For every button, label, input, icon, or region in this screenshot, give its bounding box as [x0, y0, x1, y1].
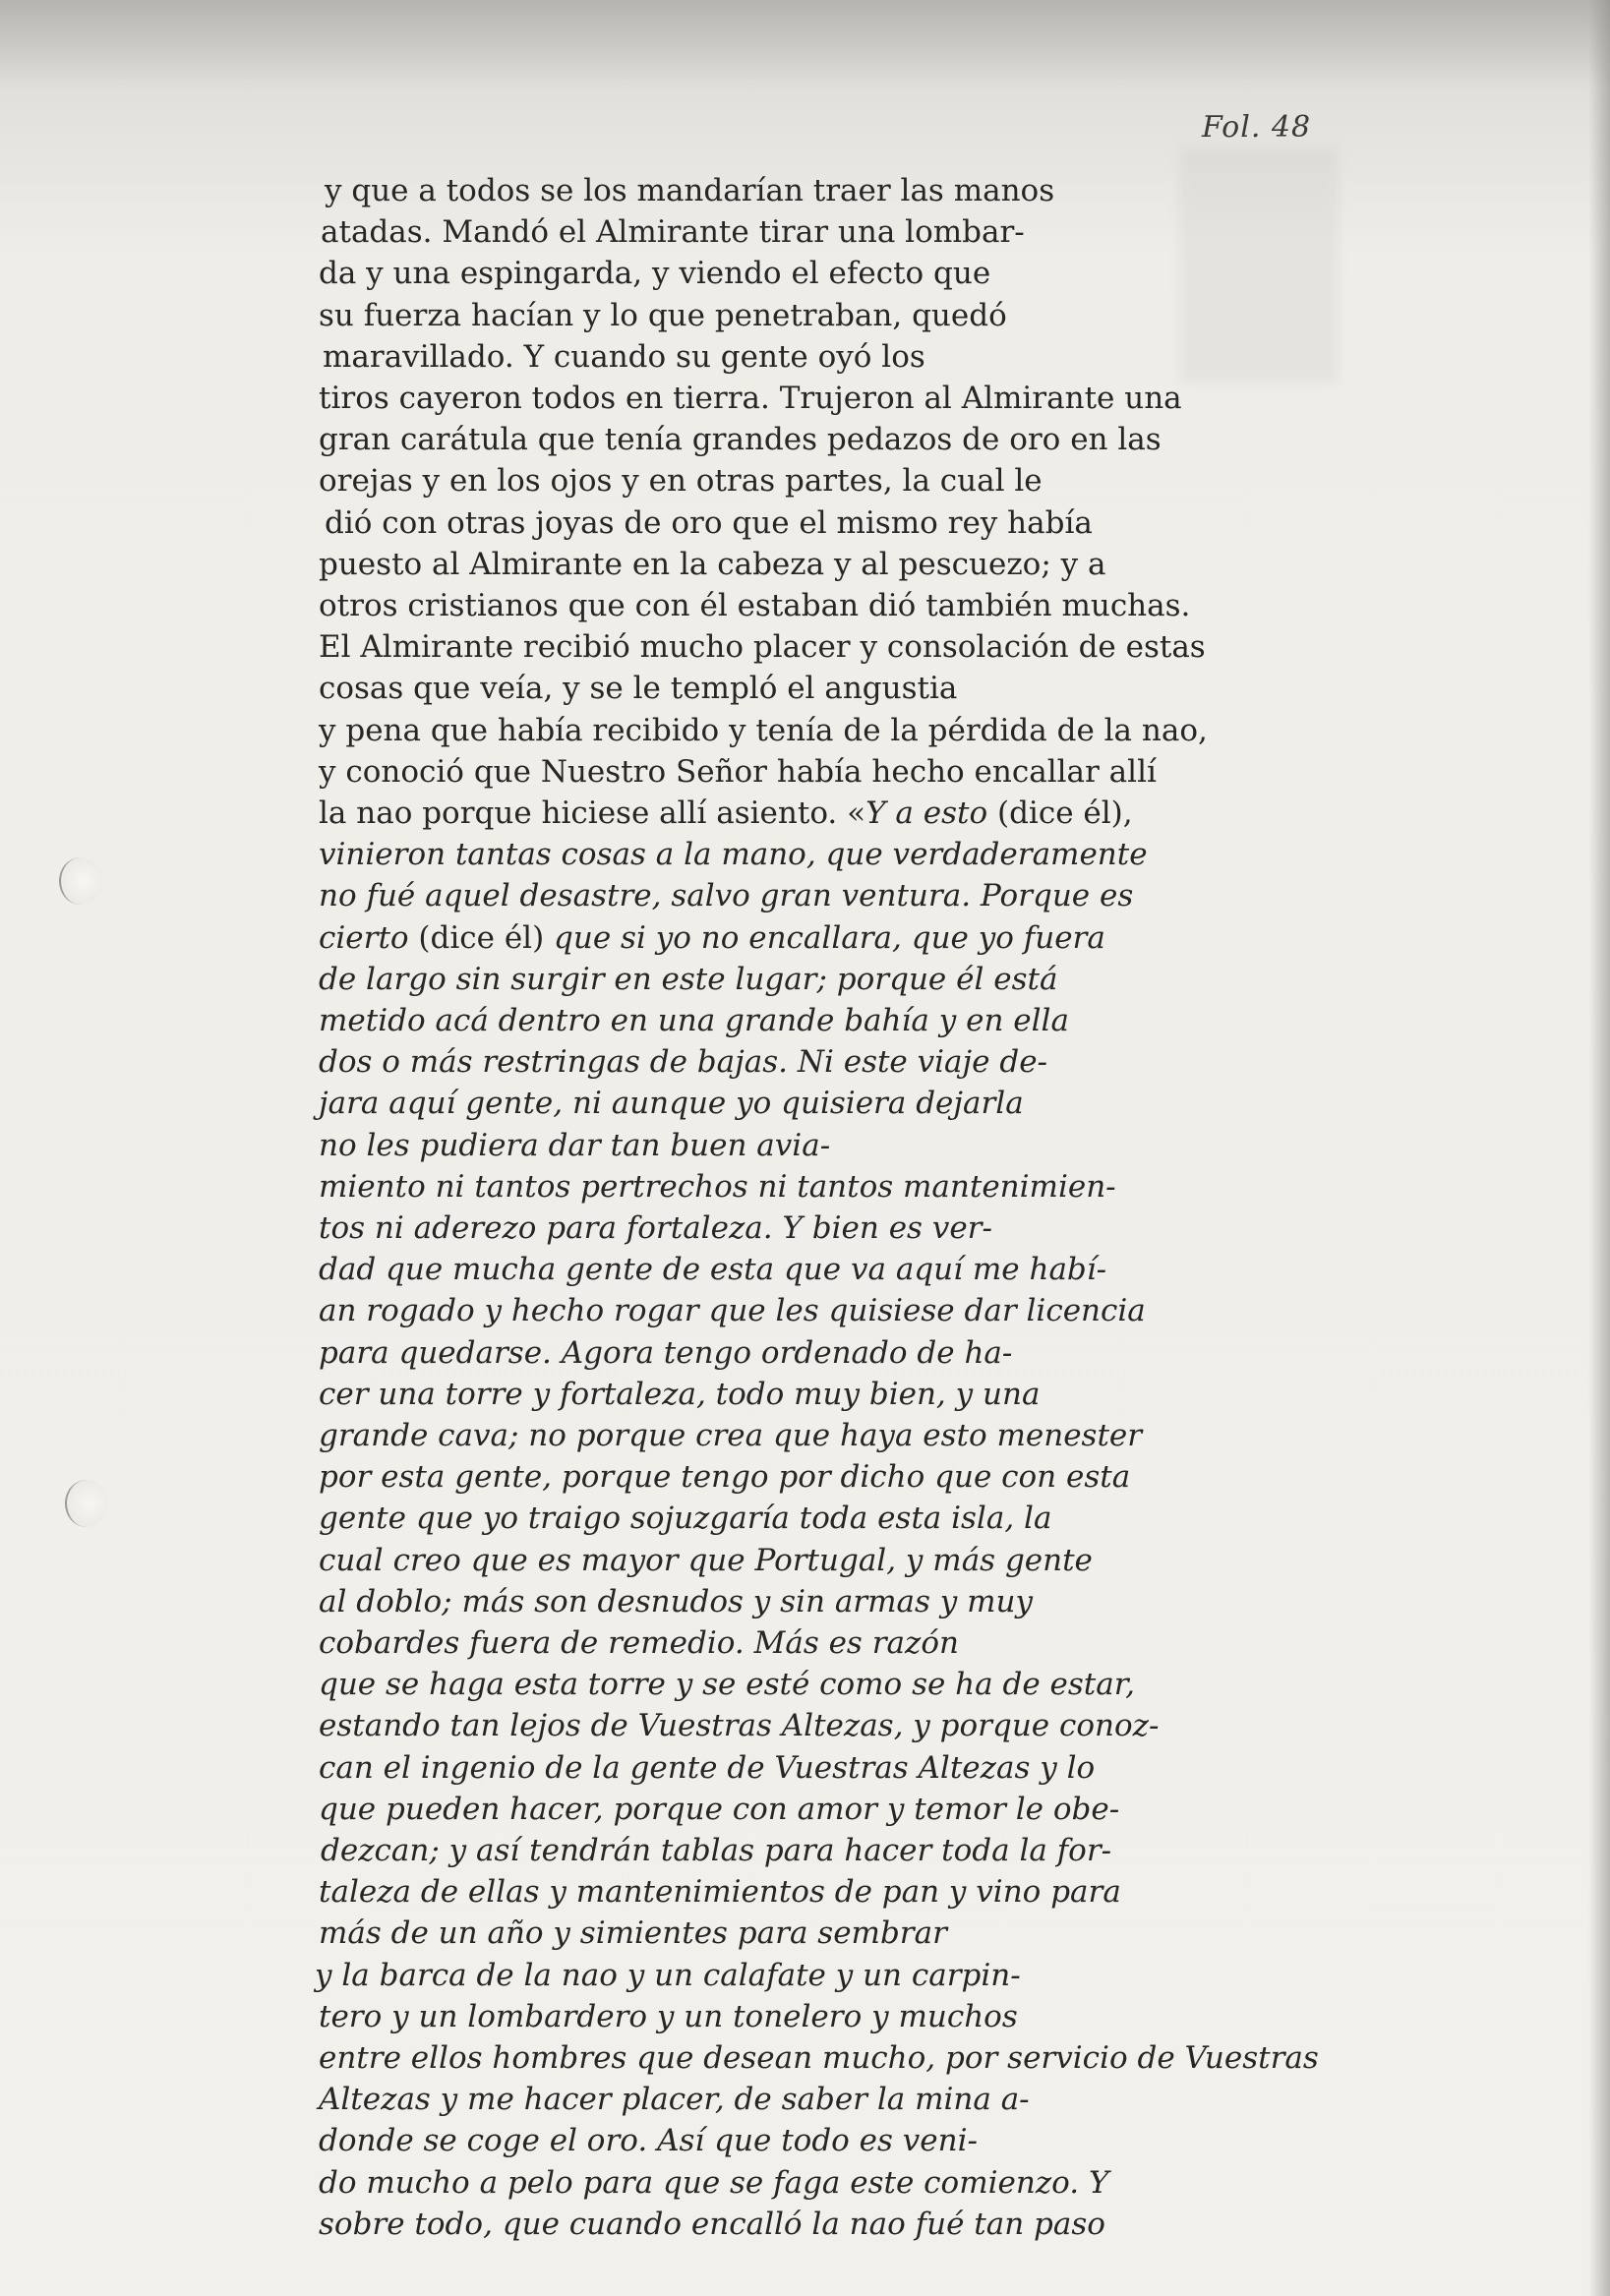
line-segment: la nao porque hiciese allí asiento. « [319, 795, 866, 831]
text-line: entre ellos hombres que desean mucho, por servicio de Vuestras [319, 2040, 1319, 2076]
text-line: cosas que veía, y se le templó el angustia [319, 671, 958, 707]
text-line: más de un año y simientes para sembrar [319, 1915, 947, 1952]
text-line: no fué aquel desastre, salvo gran ventura. Porque es [319, 878, 1134, 914]
text-line: por esta gente, porque tengo por dicho que con esta [319, 1459, 1131, 1496]
text-line: y pena que había recibido y tenía de la pérdida de la nao, [319, 712, 1208, 748]
text-line: maravillado. Y cuando su gente oyó los [323, 338, 925, 375]
text-line: dos o más restringas de bajas. Ni este viaje de- [319, 1044, 1048, 1081]
text-line [319, 795, 1133, 831]
text-line: an rogado y hecho rogar que les quisiese dar licencia [319, 1293, 1146, 1329]
text-line: dad que mucha gente de esta que va aquí me habí- [319, 1252, 1107, 1288]
text-line: al doblo; más son desnudos y sin armas y muy [319, 1583, 1034, 1619]
text-line: tero y un lombardero y un tonelero y muchos [319, 1998, 1018, 2034]
text-line [319, 920, 1105, 956]
text-line: dió con otras joyas de oro que el mismo rey había [325, 504, 1093, 541]
text-line: y que a todos se los mandarían traer las manos [325, 173, 1055, 208]
bleed-through [1180, 147, 1338, 383]
text-line: gran carátula que tenía grandes pedazos de oro en las [319, 422, 1162, 458]
text-line: su fuerza hacían y lo que penetraban, quedó [319, 297, 1007, 333]
line-segment: Y a esto [865, 795, 988, 831]
text-line: cer una torre y fortaleza, todo muy bien, y una [319, 1376, 1041, 1412]
text-line: metido acá dentro en una grande bahía y en ella [319, 1003, 1069, 1038]
text-line: jara aquí gente, ni aunque yo quisiera dejarla [319, 1086, 1024, 1122]
text-line: donde se coge el oro. Así que todo es veni- [319, 2123, 978, 2159]
text-line: tiros cayeron todos en tierra. Trujeron al Almirante una [319, 381, 1182, 416]
line-segment: (dice él) [408, 919, 555, 956]
text-line: dezcan; y así tendrán tablas para hacer toda la for- [321, 1833, 1112, 1868]
text-line: que pueden hacer, porque con amor y temor le obe- [319, 1791, 1120, 1827]
page-edge [1588, 0, 1610, 2296]
text-line: taleza de ellas y mantenimientos de pan y vino para [319, 1874, 1121, 1911]
text-line: do mucho a pelo para que se faga este comienzo. Y [319, 2164, 1109, 2201]
line-segment: cierto [319, 919, 409, 956]
line-segment: que si yo no encallara, que yo fuera [554, 919, 1105, 956]
text-line: Altezas y me hacer placer, de saber la mina a- [319, 2082, 1030, 2118]
text-line: tos ni aderezo para fortaleza. Y bien es ver- [319, 1210, 992, 1246]
text-line: y la barca de la nao y un calafate y un carpin- [315, 1957, 1021, 1993]
text-line: can el ingenio de la gente de Vuestras Altezas y lo [319, 1749, 1096, 1786]
text-line: gente que yo traigo sojuzgaría toda esta isla, la [319, 1501, 1052, 1537]
scan-shadow [0, 0, 1610, 88]
text-line: para quedarse. Agora tengo ordenado de ha- [319, 1334, 1013, 1371]
text-line: vinieron tantas cosas a la mano, que verdaderamente [319, 837, 1148, 873]
text-line: y conoció que Nuestro Señor había hecho encallar allí [319, 753, 1157, 790]
text-line: da y una espingarda, y viendo el efecto que [319, 256, 991, 292]
text-line: estando tan lejos de Vuestras Altezas, y porque conoz- [319, 1708, 1160, 1744]
text-line: no les pudiera dar tan buen avia- [319, 1127, 831, 1163]
text-line: otros cristianos que con él estaban dió también muchas. [319, 588, 1191, 623]
text-line: grande cava; no porque crea que haya esto menester [319, 1418, 1143, 1453]
line-segment: (dice él), [987, 795, 1133, 831]
text-line: sobre todo, que cuando encalló la nao fué tan paso [319, 2206, 1105, 2242]
text-line: El Almirante recibió mucho placer y consolación de estas [319, 629, 1206, 666]
text-line: cual creo que es mayor que Portugal, y más gente [319, 1542, 1093, 1578]
text-line: que se haga esta torre y se esté como se ha de estar, [319, 1667, 1135, 1703]
punch-hole [65, 1480, 108, 1527]
text-line: orejas y en los ojos y en otras partes, la cual le [319, 463, 1043, 500]
text-line: cobardes fuera de remedio. Más es razón [319, 1625, 959, 1661]
text-line: de largo sin surgir en este lugar; porque él está [319, 961, 1058, 997]
text-line: miento ni tantos pertrechos ni tantos mantenimien- [319, 1168, 1116, 1205]
folio-number: Fol. 48 [1202, 110, 1312, 145]
text-line: puesto al Almirante en la cabeza y al pescuezo; y a [319, 546, 1106, 582]
punch-hole [59, 857, 102, 905]
text-line: atadas. Mandó el Almirante tirar una lombar- [321, 214, 1025, 251]
